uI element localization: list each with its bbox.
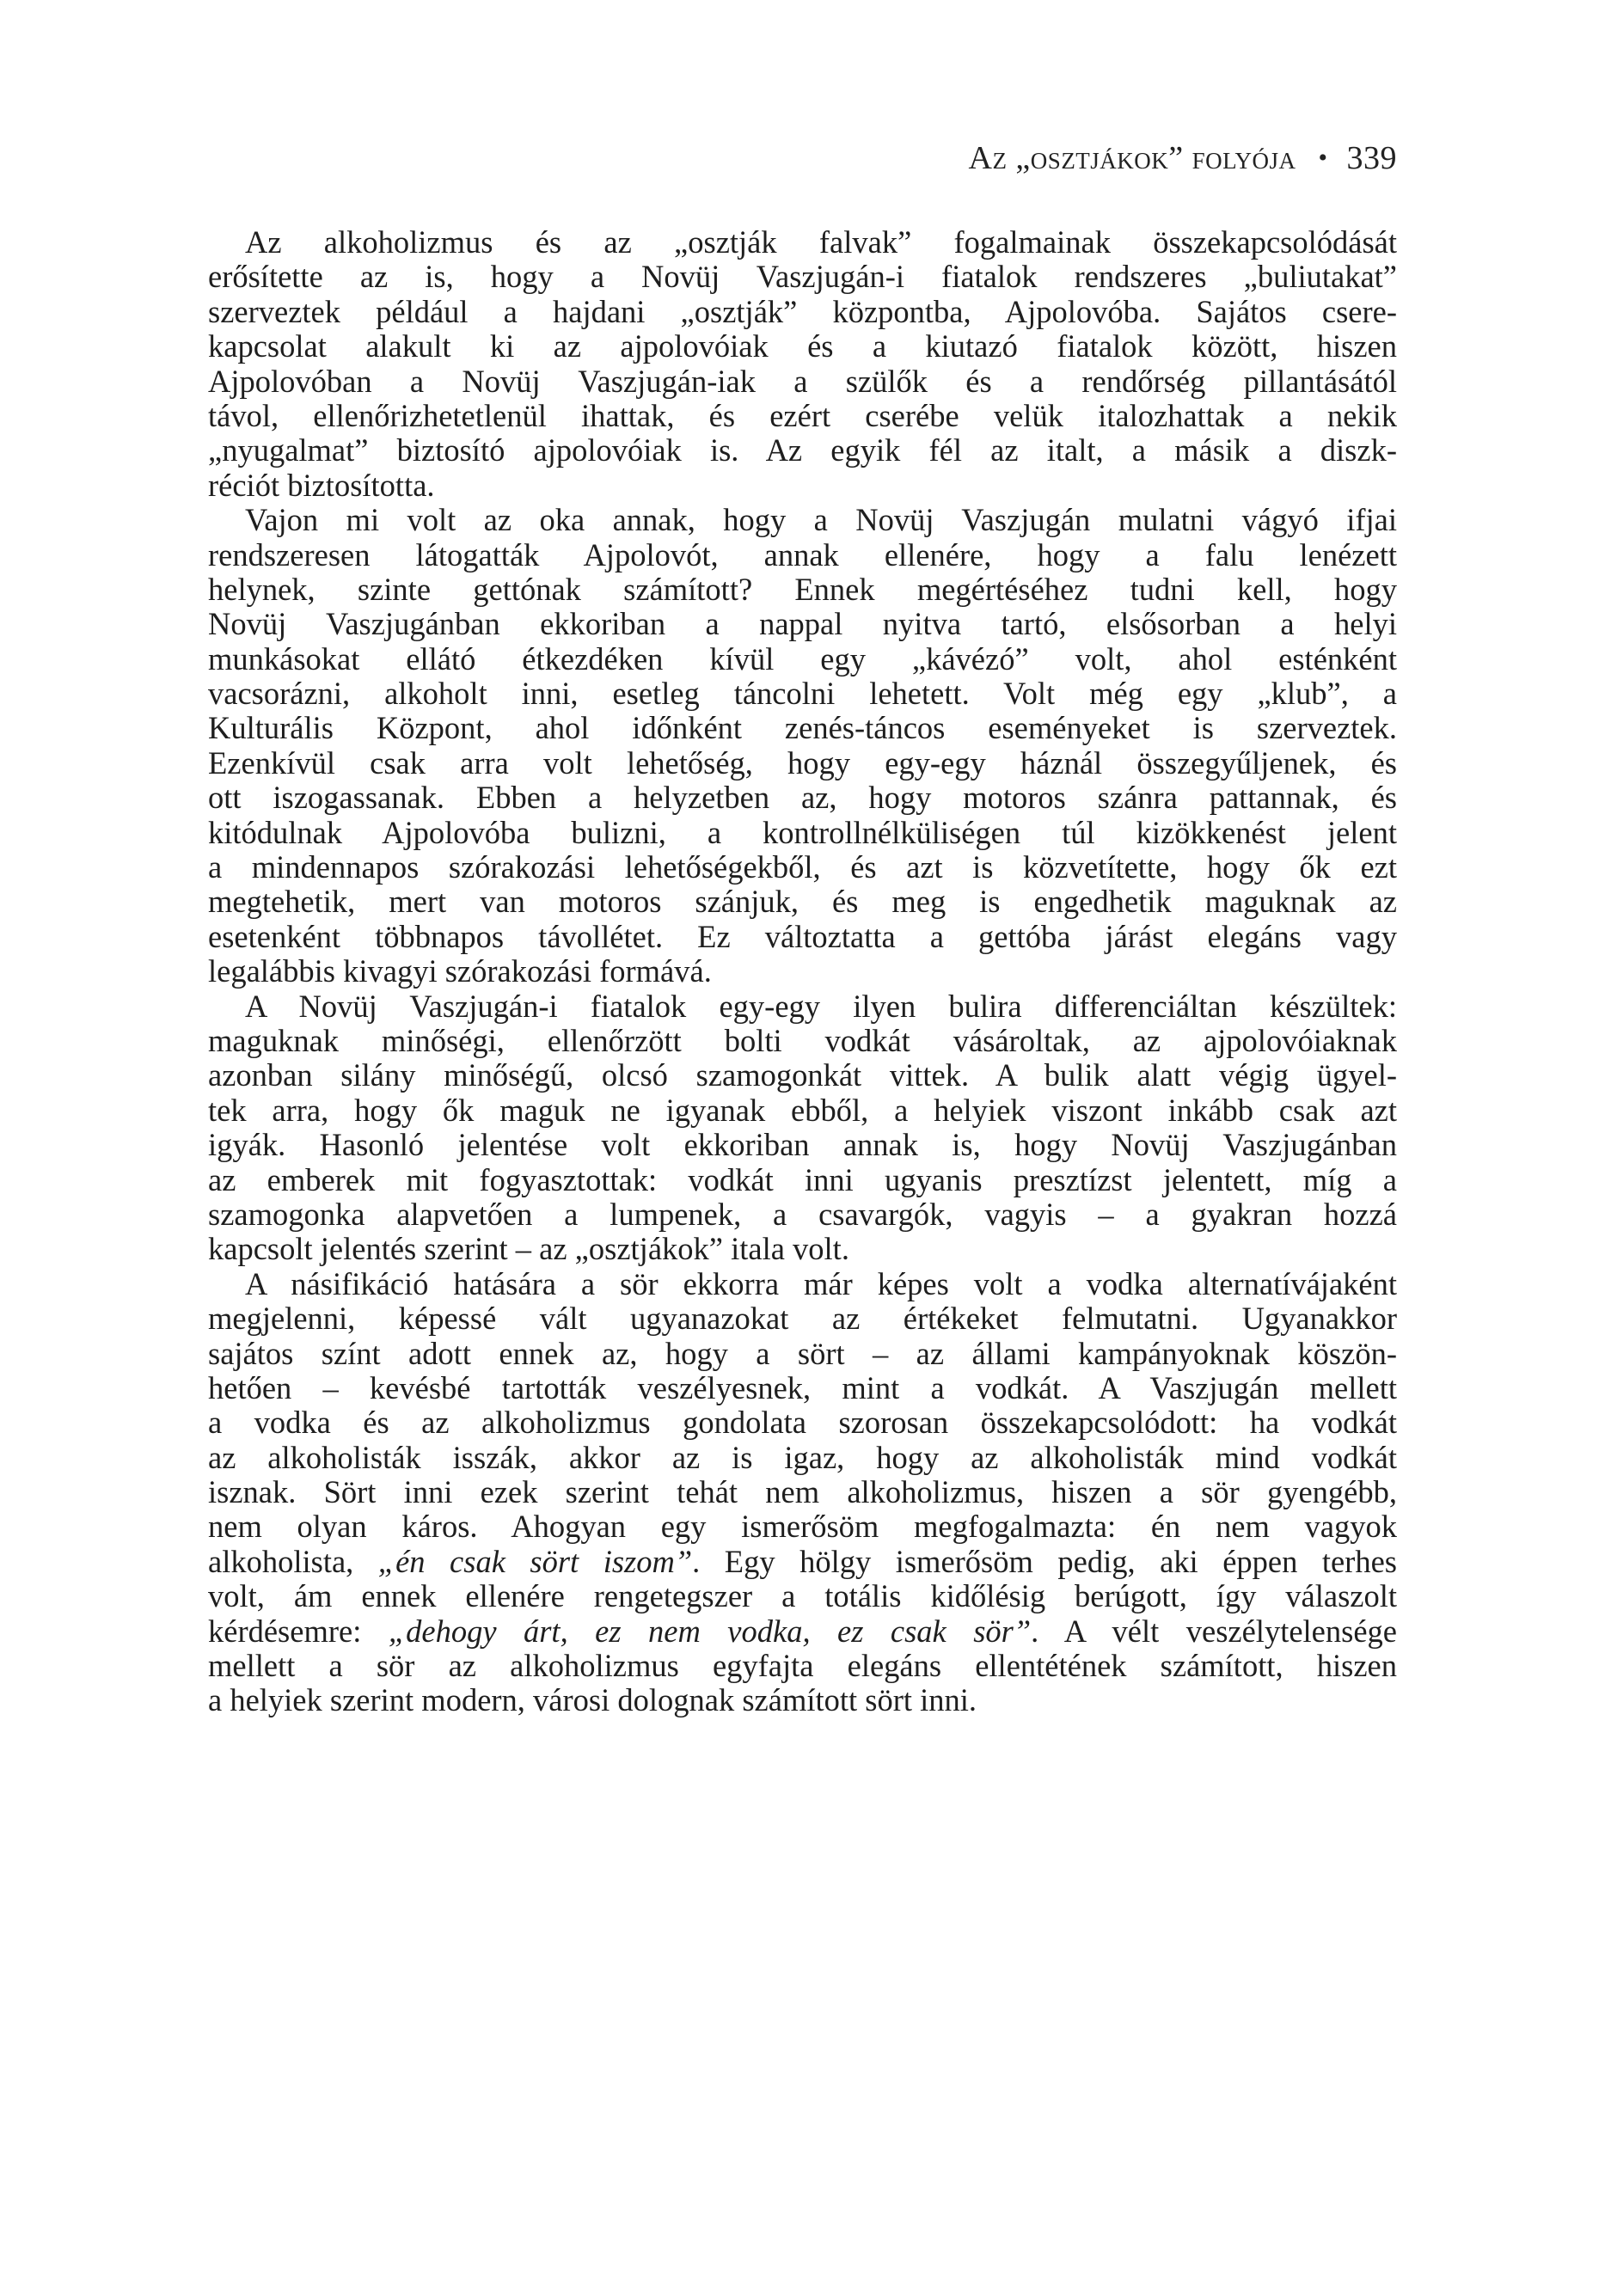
text-line: réciót biztosította. xyxy=(208,467,435,503)
text-line: volt, ám ennek ellenére rengetegszer a totális kidőlésig berúgott, így válaszolt xyxy=(208,1578,1397,1614)
text-line: kitódulnak Ajpolovóba bulizni, a kontrollnélküliségen túl kizökkenést jelent xyxy=(208,814,1397,850)
text-run: . A vélt veszélytelensége xyxy=(1031,1613,1397,1649)
text-line: hetően – kevésbé tartották veszélyesnek, mint a vodkát. A Vaszjugán mellett xyxy=(208,1369,1397,1405)
paragraph-3 xyxy=(208,989,1397,1267)
text-line: szerveztek például a hajdani „osztják” központba, Ajpolovóba. Sajátos csere- xyxy=(208,293,1397,329)
text-line: Vajon mi volt az oka annak, hogy a Novüj Vaszjugán mulatni vágyó ifjai xyxy=(245,502,1397,538)
text-line: maguknak minőségi, ellenőrzött bolti vodkát vásároltak, az ajpolovóiaknak xyxy=(208,1022,1397,1058)
text-line: isznak. Sört inni ezek szerint tehát nem alkoholizmus, hiszen a sör gyengébb, xyxy=(208,1474,1397,1510)
text-run: alkoholista, xyxy=(208,1543,378,1579)
text-line: ott iszogassanak. Ebben a helyzetben az, hogy motoros szánra pattannak, és xyxy=(208,780,1397,816)
text-line: erősítette az is, hogy a Novüj Vaszjugán-i fiatalok rendszeres „buliutakat” xyxy=(208,259,1397,295)
paragraph-2 xyxy=(208,503,1397,989)
italic-quote: „dehogy árt, ez nem vodka, ez csak sör” xyxy=(388,1613,1032,1649)
text-line: a mindennapos szórakozási lehetőségekből, és azt is közvetítette, hogy ők ezt xyxy=(208,849,1397,885)
text-line: A násifikáció hatására a sör ekkorra már képes volt a vodka alternatívájaként xyxy=(245,1265,1397,1301)
text-line: nem olyan káros. Ahogyan egy ismerősöm megfogalmazta: én nem vagyok xyxy=(208,1509,1397,1545)
running-head xyxy=(969,138,1398,179)
text-line: megtehetik, mert van motoros szánjuk, és meg is engedhetik maguknak az xyxy=(208,884,1397,920)
text-line: az emberek mit fogyasztottak: vodkát inni ugyanis presztízst jelentett, míg a xyxy=(208,1161,1397,1197)
italic-quote: „én csak sört iszom” xyxy=(377,1543,693,1579)
text-line: szamogonka alapvetően a lumpenek, a csavargók, vagyis – a gyakran hozzá xyxy=(208,1196,1397,1232)
text-line: Ajpolovóban a Novüj Vaszjugán-iak a szülők és a rendőrség pillantásától xyxy=(208,363,1397,399)
text-line: A Novüj Vaszjugán-i fiatalok egy-egy ilyen bulira differenciáltan készültek: xyxy=(245,988,1397,1024)
text-line: az alkoholisták isszák, akkor az is igaz, hogy az alkoholisták mind vodkát xyxy=(208,1439,1397,1475)
text-line: helynek, szinte gettónak számított? Ennek megértéséhez tudni kell, hogy xyxy=(208,571,1397,607)
text-line: vacsorázni, alkoholt inni, esetleg táncolni lehetett. Volt még egy „klub”, a xyxy=(208,676,1397,712)
paragraph-1 xyxy=(208,225,1397,503)
paragraph-4 xyxy=(208,1267,1397,1718)
text-line-with-quote xyxy=(208,1614,1397,1649)
text-line: legalábbis kivagyi szórakozási formává. xyxy=(208,953,712,989)
text-line: Novüj Vaszjugánban ekkoriban a nappal nyitva tartó, elsősorban a helyi xyxy=(208,606,1397,642)
text-line: sajátos színt adott ennek az, hogy a sört – az állami kampányoknak köszön- xyxy=(208,1335,1397,1371)
running-head-title: Az „osztjákok” folyója xyxy=(968,140,1296,176)
bullet-separator-icon: • xyxy=(1318,144,1328,172)
text-line: Az alkoholizmus és az „osztják falvak” fogalmainak összekapcsolódását xyxy=(245,224,1397,260)
text-line: tek arra, hogy ők maguk ne igyanak ebből, a helyiek viszont inkább csak azt xyxy=(208,1092,1397,1128)
text-line: esetenként többnapos távollétet. Ez változtatta a gettóba járást elegáns vagy xyxy=(208,918,1397,954)
text-line: igyák. Hasonló jelentése volt ekkoriban annak is, hogy Novüj Vaszjugánban xyxy=(208,1127,1397,1163)
text-line: „nyugalmat” biztosító ajpolovóiak is. Az egyik fél az italt, a másik a diszk- xyxy=(208,432,1397,468)
text-line: rendszeresen látogatták Ajpolovót, annak ellenére, hogy a falu lenézett xyxy=(208,536,1397,572)
text-line: azonban silány minőségű, olcsó szamogonkát vittek. A bulik alatt végig ügyel- xyxy=(208,1057,1397,1093)
text-line: Kulturális Központ, ahol időnként zenés-táncos eseményeket is szerveztek. xyxy=(208,710,1397,746)
body-text xyxy=(208,225,1397,1718)
text-line: távol, ellenőrizhetetlenül ihattak, és ezért cserébe velük italozhattak a nekik xyxy=(208,397,1397,433)
text-run: . Egy hölgy ismerősöm pedig, aki éppen terhes xyxy=(692,1543,1397,1579)
text-line: a vodka és az alkoholizmus gondolata szorosan összekapcsolódott: ha vodkát xyxy=(208,1405,1397,1441)
text-run: kérdésemre: xyxy=(208,1613,389,1649)
text-line: kapcsolat alakult ki az ajpolovóiak és a kiutazó fiatalok között, hiszen xyxy=(208,328,1397,364)
text-line-with-quote xyxy=(208,1545,1397,1579)
text-line: munkásokat ellátó étkezdéken kívül egy „kávézó” volt, ahol esténként xyxy=(208,640,1397,677)
text-line: megjelenni, képessé vált ugyanazokat az értékeket felmutatni. Ugyanakkor xyxy=(208,1301,1397,1337)
text-line: kapcsolt jelentés szerint – az „osztjákok” itala volt. xyxy=(208,1231,849,1267)
text-line: a helyiek szerint modern, városi dolognak számított sört inni. xyxy=(208,1682,977,1718)
text-line: mellett a sör az alkoholizmus egyfajta elegáns ellentétének számított, hiszen xyxy=(208,1648,1397,1684)
text-line: Ezenkívül csak arra volt lehetőség, hogy egy-egy háznál összegyűljenek, és xyxy=(208,744,1397,781)
page-number: 339 xyxy=(1346,140,1397,176)
